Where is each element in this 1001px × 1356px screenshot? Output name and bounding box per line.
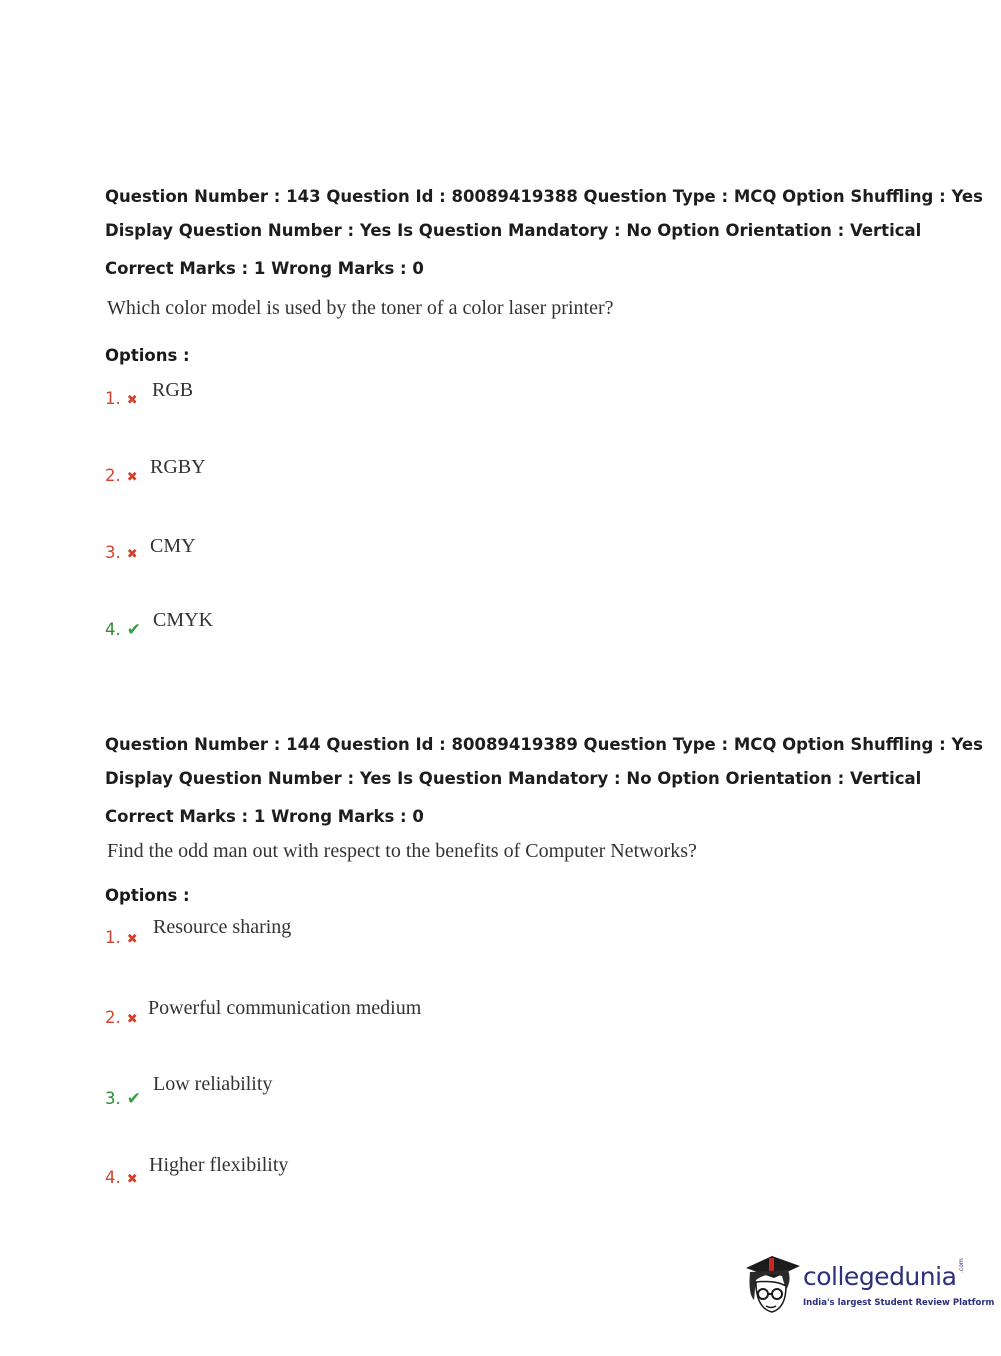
cross-icon: ✖	[126, 393, 138, 408]
option-number: 4. ✖	[105, 1168, 138, 1187]
checkmark-icon: ✔	[126, 620, 141, 640]
mascot-logo-icon	[742, 1250, 804, 1320]
option-number: 3. ✖	[105, 543, 138, 562]
option-number: 1. ✖	[105, 389, 138, 408]
option-text: Low reliability	[153, 1073, 273, 1095]
cross-icon: ✖	[126, 1012, 138, 1027]
option-number: 1. ✖	[105, 928, 138, 947]
cross-icon: ✖	[126, 470, 138, 485]
option-number: 2. ✖	[105, 1008, 138, 1027]
question-144-meta-line1: Question Number : 144 Question Id : 80089419389 Question Type : MCQ Option Shuffling : Yes	[105, 735, 983, 754]
question-144-marks: Correct Marks : 1 Wrong Marks : 0	[105, 807, 424, 826]
question-144-text: Find the odd man out with respect to the benefits of Computer Networks?	[107, 840, 697, 862]
option-text: CMYK	[153, 609, 214, 631]
question-143-marks: Correct Marks : 1 Wrong Marks : 0	[105, 259, 424, 278]
option-number: 2. ✖	[105, 466, 138, 485]
brand-dotcom: .com	[958, 1258, 965, 1273]
option-text: Higher flexibility	[149, 1154, 289, 1176]
question-143-meta-line1: Question Number : 143 Question Id : 80089419388 Question Type : MCQ Option Shuffling : Yes	[105, 187, 983, 206]
option-text: Resource sharing	[153, 916, 292, 938]
checkmark-icon: ✔	[126, 1089, 141, 1109]
cross-icon: ✖	[126, 1172, 138, 1187]
option-text: RGB	[152, 379, 194, 401]
option-text: RGBY	[150, 456, 206, 478]
cross-icon: ✖	[126, 547, 138, 562]
question-144-meta-line2: Display Question Number : Yes Is Question Mandatory : No Option Orientation : Vertical	[105, 769, 922, 788]
question-143-options-label: Options :	[105, 346, 190, 365]
brand-name: collegedunia	[803, 1262, 957, 1291]
brand-tagline: India's largest Student Review Platform	[803, 1298, 995, 1308]
option-number: 3. ✔	[105, 1089, 141, 1109]
question-143-text: Which color model is used by the toner of a color laser printer?	[107, 297, 614, 319]
option-text: CMY	[150, 535, 196, 557]
option-number: 4. ✔	[105, 620, 141, 640]
question-143-meta-line2: Display Question Number : Yes Is Question Mandatory : No Option Orientation : Vertical	[105, 221, 922, 240]
question-144-options-label: Options :	[105, 886, 190, 905]
option-text: Powerful communication medium	[148, 997, 422, 1019]
cross-icon: ✖	[126, 932, 138, 947]
